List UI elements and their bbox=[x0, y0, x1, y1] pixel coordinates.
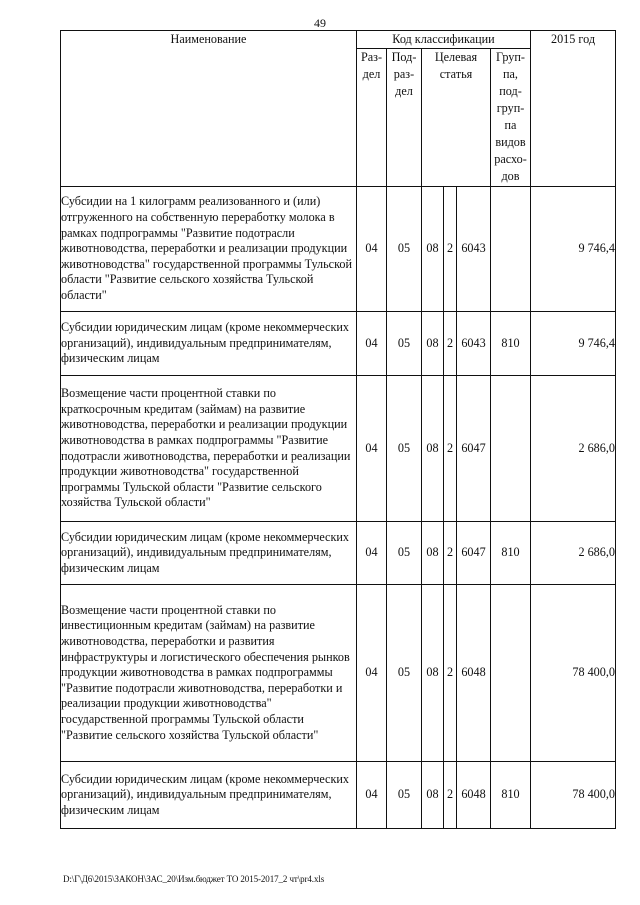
row-section: 04 bbox=[357, 585, 387, 762]
row-amount: 78 400,0 bbox=[531, 585, 616, 762]
row-name: Субсидии юридическим лицам (кроме некоммерческих организаций), индивидуальным предпринимателям, физическим лицам bbox=[61, 312, 357, 376]
row-subsection: 05 bbox=[387, 585, 422, 762]
row-expense-group bbox=[491, 376, 531, 522]
table-row bbox=[61, 522, 616, 585]
row-subsection: 05 bbox=[387, 376, 422, 522]
footer-file-path: D:\Г\Д6\2015\ЗАКОН\ЗАС_20\Изм.бюджет ТО 2015-2017_2 чт\pr4.xls bbox=[63, 874, 325, 884]
row-target-code: 6047 bbox=[457, 522, 491, 585]
budget-table bbox=[60, 30, 616, 829]
row-target-program: 08 bbox=[422, 187, 444, 312]
row-target-program: 08 bbox=[422, 522, 444, 585]
header-section-text: Раз- дел bbox=[360, 50, 383, 81]
row-target-code: 6048 bbox=[457, 585, 491, 762]
row-amount: 9 746,4 bbox=[531, 187, 616, 312]
row-amount: 2 686,0 bbox=[531, 376, 616, 522]
row-target-code: 6047 bbox=[457, 376, 491, 522]
row-name: Возмещение части процентной ставки по краткосрочным кредитам (займам) на развитие животноводства, переработки и реализации продукции животноводства в рамках подпрограммы "Развитие подотрасли животноводства, переработки и реализации продукции животноводства" государственной программы Тульской области "Развитие сельского хозяйства Тульской области" bbox=[61, 376, 357, 522]
header-section bbox=[357, 49, 387, 187]
row-subsection: 05 bbox=[387, 522, 422, 585]
row-target-subprogram: 2 bbox=[444, 762, 457, 829]
row-target-subprogram: 2 bbox=[444, 585, 457, 762]
row-section: 04 bbox=[357, 762, 387, 829]
row-name: Субсидии юридическим лицам (кроме некоммерческих организаций), индивидуальным предпринимателям, физическим лицам bbox=[61, 762, 357, 829]
row-amount: 78 400,0 bbox=[531, 762, 616, 829]
table-row bbox=[61, 312, 616, 376]
row-expense-group bbox=[491, 187, 531, 312]
row-target-program: 08 bbox=[422, 312, 444, 376]
row-subsection: 05 bbox=[387, 187, 422, 312]
row-amount: 2 686,0 bbox=[531, 522, 616, 585]
page-number: 49 bbox=[314, 16, 326, 30]
row-subsection: 05 bbox=[387, 312, 422, 376]
header-classification: Код классификации bbox=[357, 31, 531, 49]
row-target-code: 6048 bbox=[457, 762, 491, 829]
row-target-subprogram: 2 bbox=[444, 376, 457, 522]
header-subsection-text: Под- раз- дел bbox=[391, 50, 417, 98]
row-section: 04 bbox=[357, 312, 387, 376]
row-target-program: 08 bbox=[422, 376, 444, 522]
row-name: Субсидии на 1 килограмм реализованного и (или) отгруженного на собственную переработку молока в рамках подпрограммы "Развитие подотрасли животноводства, переработки и реализации продукции животноводства" государственной программы Тульской области "Развитие сельского хозяйства Тульской области" bbox=[61, 187, 357, 312]
row-name: Субсидии юридическим лицам (кроме некоммерческих организаций), индивидуальным предпринимателям, физическим лицам bbox=[61, 522, 357, 585]
row-amount: 9 746,4 bbox=[531, 312, 616, 376]
table-row bbox=[61, 376, 616, 522]
table-row bbox=[61, 762, 616, 829]
row-target-subprogram: 2 bbox=[444, 187, 457, 312]
row-section: 04 bbox=[357, 376, 387, 522]
row-target-subprogram: 2 bbox=[444, 312, 457, 376]
row-section: 04 bbox=[357, 187, 387, 312]
header-name: Наименование bbox=[61, 31, 357, 187]
header-target-article-text: Целевая статья bbox=[434, 50, 478, 81]
header-expense-group-text: Груп- па, под- груп- па видов расхо- дов bbox=[494, 50, 527, 183]
row-expense-group bbox=[491, 585, 531, 762]
row-section: 04 bbox=[357, 522, 387, 585]
row-name: Возмещение части процентной ставки по инвестиционным кредитам (займам) на развитие животноводства, переработки и развития инфраструктуры и логистического обеспечения рынков продукции животноводства в рамках подпрограммы "Развитие подотрасли животноводства, переработки и реализации продукции животноводства" государственной программы Тульской области "Развитие сельского хозяйства Тульской области" bbox=[61, 585, 357, 762]
row-target-program: 08 bbox=[422, 585, 444, 762]
table-row bbox=[61, 187, 616, 312]
row-subsection: 05 bbox=[387, 762, 422, 829]
table-row bbox=[61, 585, 616, 762]
row-target-code: 6043 bbox=[457, 312, 491, 376]
row-expense-group: 810 bbox=[491, 522, 531, 585]
header-target-article bbox=[422, 49, 491, 187]
row-expense-group: 810 bbox=[491, 312, 531, 376]
row-target-code: 6043 bbox=[457, 187, 491, 312]
row-target-subprogram: 2 bbox=[444, 522, 457, 585]
header-subsection bbox=[387, 49, 422, 187]
header-year: 2015 год bbox=[531, 31, 616, 187]
header-expense-group bbox=[491, 49, 531, 187]
row-target-program: 08 bbox=[422, 762, 444, 829]
row-expense-group: 810 bbox=[491, 762, 531, 829]
